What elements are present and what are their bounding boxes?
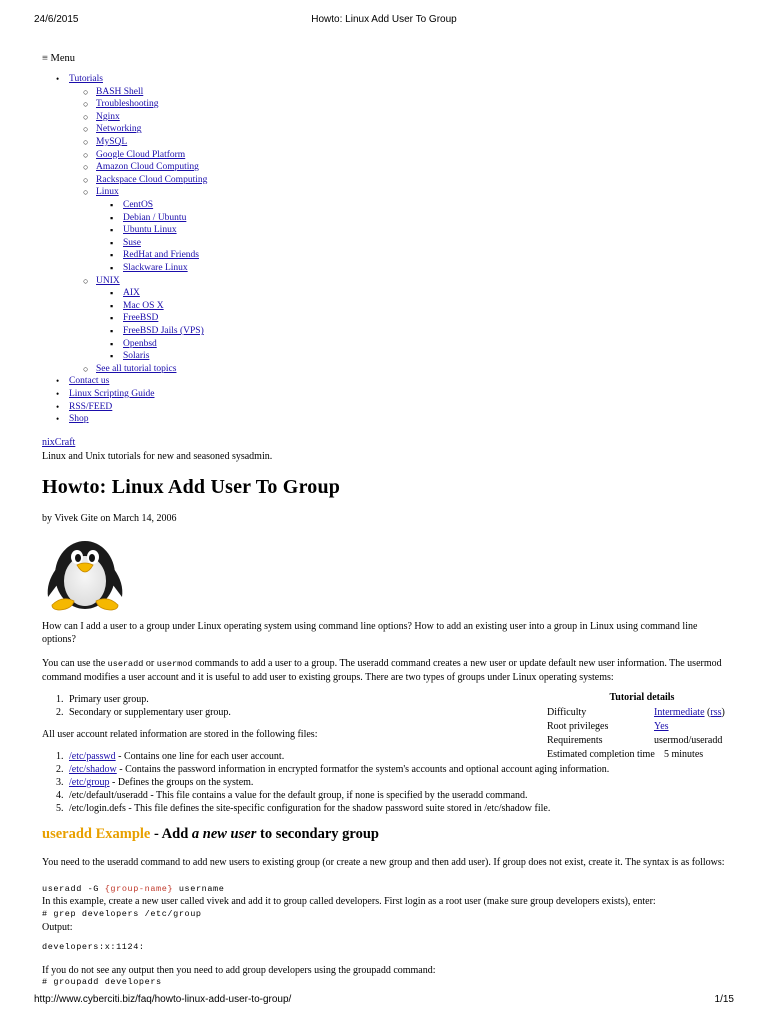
nav-item-unix[interactable] (83, 275, 120, 287)
intro-paragraph: How can I add a user to a group under Linux operating system using command line options? How to add an existing user into a group in Linux using command line options? (42, 621, 698, 645)
bullet-square-icon: ▪ (110, 250, 114, 261)
bullet-circle-icon: ○ (83, 363, 89, 374)
grep-output: developers:x:1124: (42, 942, 145, 952)
nav-item-shop[interactable] (56, 413, 89, 425)
print-page-number: 1/15 (714, 994, 734, 1005)
bullet-square-icon: ▪ (110, 351, 114, 362)
nav-link-freebsd[interactable]: FreeBSD (123, 313, 159, 324)
print-date: 24/6/2015 (34, 14, 79, 25)
usage-text-b: or (143, 658, 157, 669)
section-heading-useradd: useradd Example - Add a new user to secondary group (42, 826, 379, 842)
nav-link-aix[interactable]: AIX (123, 288, 140, 299)
bullet-circle-icon: ○ (83, 174, 89, 185)
tutorial-details-caption: Tutorial details (609, 692, 675, 703)
output-label: Output: (42, 922, 73, 933)
bullet-square-icon: ▪ (110, 200, 114, 210)
nav-link-aws[interactable]: Amazon Cloud Computing (96, 162, 199, 173)
nav-link-ubuntu[interactable]: Ubuntu Linux (123, 225, 177, 236)
details-row-time: Estimated completion time 5 minutes (547, 749, 704, 760)
details-row-requirements: Requirements usermod/useradd (547, 735, 723, 746)
nav-item-aws[interactable] (83, 161, 199, 173)
nav-item-centos[interactable] (110, 199, 154, 211)
nav-link-see-all[interactable]: See all tutorial topics (96, 363, 177, 374)
nav-item-mysql[interactable] (83, 136, 128, 148)
nav-link-rss[interactable]: RSS/FEED (69, 401, 113, 412)
nav-item-see-all[interactable] (83, 363, 177, 375)
menu-button[interactable]: ≡ Menu (42, 53, 76, 64)
nav-item-freebsd-jails[interactable] (110, 325, 204, 337)
nav-item-macos[interactable] (110, 300, 164, 312)
nav-link-tutorials[interactable]: Tutorials (69, 74, 103, 84)
nav-item-contact[interactable] (56, 375, 110, 387)
print-header (0, 14, 768, 28)
nav-link-unix[interactable]: UNIX (96, 275, 120, 286)
bullet-circle-icon: ○ (83, 187, 89, 198)
passwd-link[interactable]: /etc/passwd (69, 751, 116, 762)
groupadd-paragraph: If you do not see any output then you need to add group developers using the groupadd command: (42, 965, 436, 976)
grep-command: # grep developers /etc/group (42, 909, 202, 919)
nav-item-tutorials[interactable] (56, 73, 103, 85)
nav-link-contact[interactable]: Contact us (69, 376, 110, 387)
rss-link[interactable]: rss (710, 707, 722, 718)
root-privileges-link[interactable]: Yes (654, 721, 669, 732)
nav-link-debian[interactable]: Debian / Ubuntu (123, 212, 187, 223)
nav-link-networking[interactable]: Networking (96, 124, 142, 135)
bullet-square-icon: ▪ (110, 212, 114, 223)
nav-link-gcp[interactable]: Google Cloud Platform (96, 149, 186, 160)
shadow-link[interactable]: /etc/shadow (69, 764, 117, 775)
nav-link-linux[interactable]: Linux (96, 187, 119, 198)
bullet-circle-icon: ○ (83, 124, 89, 135)
nav-link-mysql[interactable]: MySQL (96, 137, 128, 147)
bullet-square-icon: ▪ (110, 326, 114, 336)
nav-link-centos[interactable]: CentOS (123, 200, 154, 210)
bullet-circle-icon: ○ (83, 99, 89, 110)
bullet-circle-icon: ○ (83, 275, 89, 286)
nav-item-rackspace[interactable] (83, 174, 208, 186)
nav-link-scripting[interactable]: Linux Scripting Guide (69, 389, 155, 399)
nav-link-slackware[interactable]: Slackware Linux (123, 263, 188, 273)
bullet-circle-icon: ○ (83, 86, 89, 97)
nav-item-scripting[interactable] (56, 388, 155, 400)
bullet-circle-icon: ○ (83, 162, 89, 173)
groupadd-command: # groupadd developers (42, 977, 162, 987)
bullet-circle-icon: ○ (83, 111, 89, 122)
bullet-square-icon: ▪ (110, 263, 114, 273)
bullet-disc-icon: • (56, 389, 60, 399)
example-paragraph: In this example, create a new user called vivek and add it to group called developers. First login as a root user (make sure group developers exists), enter: (42, 896, 656, 907)
usermod-inline-code: usermod (156, 659, 193, 669)
bullet-square-icon: ▪ (110, 225, 114, 236)
nav-link-nginx[interactable]: Nginx (96, 111, 120, 122)
nav-link-troubleshooting[interactable]: Troubleshooting (96, 99, 159, 110)
print-title: Howto: Linux Add User To Group (311, 14, 457, 25)
files-intro: All user account related information are stored in the following files: (42, 729, 318, 740)
nav-item-troubleshooting[interactable] (83, 98, 159, 110)
bullet-square-icon: ▪ (110, 313, 114, 324)
nav-item-openbsd[interactable] (110, 338, 157, 350)
nav-link-shop[interactable]: Shop (69, 414, 89, 425)
nav-link-openbsd[interactable]: Openbsd (123, 338, 157, 349)
bullet-square-icon: ▪ (110, 338, 114, 349)
nav-item-ubuntu[interactable] (110, 224, 177, 236)
difficulty-link[interactable]: Intermediate (654, 707, 705, 718)
bullet-disc-icon: • (56, 74, 60, 84)
bullet-square-icon: ▪ (110, 237, 114, 248)
group-link[interactable]: /etc/group (69, 777, 110, 788)
nav-item-aix[interactable] (110, 287, 140, 299)
nav-link-redhat[interactable]: RedHat and Friends (123, 250, 199, 261)
site-tagline: Linux and Unix tutorials for new and seasoned sysadmin. (42, 451, 273, 462)
nav-item-redhat[interactable] (110, 249, 199, 261)
nav-item-suse[interactable] (110, 237, 141, 249)
nav-item-bash[interactable] (83, 86, 144, 98)
print-footer (0, 994, 768, 1008)
usage-text-c: commands to add a user to a group. The useradd command creates a new user or update default new user information. The usermod command modifies a user account and it is useful to add user to existing groups. There are two types of groups under Linux operating systems: (42, 658, 722, 683)
useradd-inline-code: useradd (107, 659, 144, 669)
bullet-disc-icon: • (56, 401, 60, 412)
print-url: http://www.cyberciti.biz/faq/howto-linux-add-user-to-group/ (34, 994, 292, 1005)
nav-item-rss[interactable] (56, 401, 113, 413)
site-name-link[interactable]: nixCraft (42, 437, 76, 448)
nav-link-solaris[interactable]: Solaris (123, 351, 150, 362)
nav-item-nginx[interactable] (83, 111, 120, 123)
nav-link-freebsd-jails[interactable]: FreeBSD Jails (VPS) (123, 326, 204, 336)
usage-paragraph (42, 657, 728, 684)
article-title: Howto: Linux Add User To Group (42, 476, 341, 498)
syntax-code: useradd -G {group-name} username (42, 884, 225, 894)
nav-link-rackspace[interactable]: Rackspace Cloud Computing (96, 174, 208, 185)
nav-item-networking[interactable] (83, 123, 142, 135)
nav-link-suse[interactable]: Suse (123, 237, 141, 248)
bullet-disc-icon: • (56, 414, 60, 425)
usage-text-a: You can use the (42, 658, 108, 669)
nav-link-macos[interactable]: Mac OS X (123, 300, 164, 311)
bullet-square-icon: ▪ (110, 288, 114, 299)
nav-item-freebsd[interactable] (110, 312, 159, 324)
bullet-circle-icon: ○ (83, 149, 89, 160)
article-byline: by Vivek Gite on March 14, 2006 (42, 513, 177, 524)
tux-penguin-icon (42, 535, 128, 611)
nav-item-gcp[interactable] (83, 149, 186, 161)
nav-item-solaris[interactable] (110, 350, 150, 362)
details-row-root: Root privileges Yes (547, 721, 669, 732)
syntax-paragraph: You need to the useradd command to add new users to existing group (or create a new group and then add user). If group does not exist, create it. The syntax is as follows: (42, 857, 725, 868)
nav-item-debian[interactable] (110, 212, 187, 224)
bullet-disc-icon: • (56, 376, 60, 387)
details-row-difficulty: Difficulty Intermediate (rss) (547, 707, 725, 718)
bullet-square-icon: ▪ (110, 300, 114, 311)
bullet-circle-icon: ○ (83, 137, 89, 147)
nav-link-bash[interactable]: BASH Shell (96, 86, 144, 97)
nav-item-linux[interactable] (83, 186, 119, 198)
nav-item-slackware[interactable] (110, 262, 188, 274)
